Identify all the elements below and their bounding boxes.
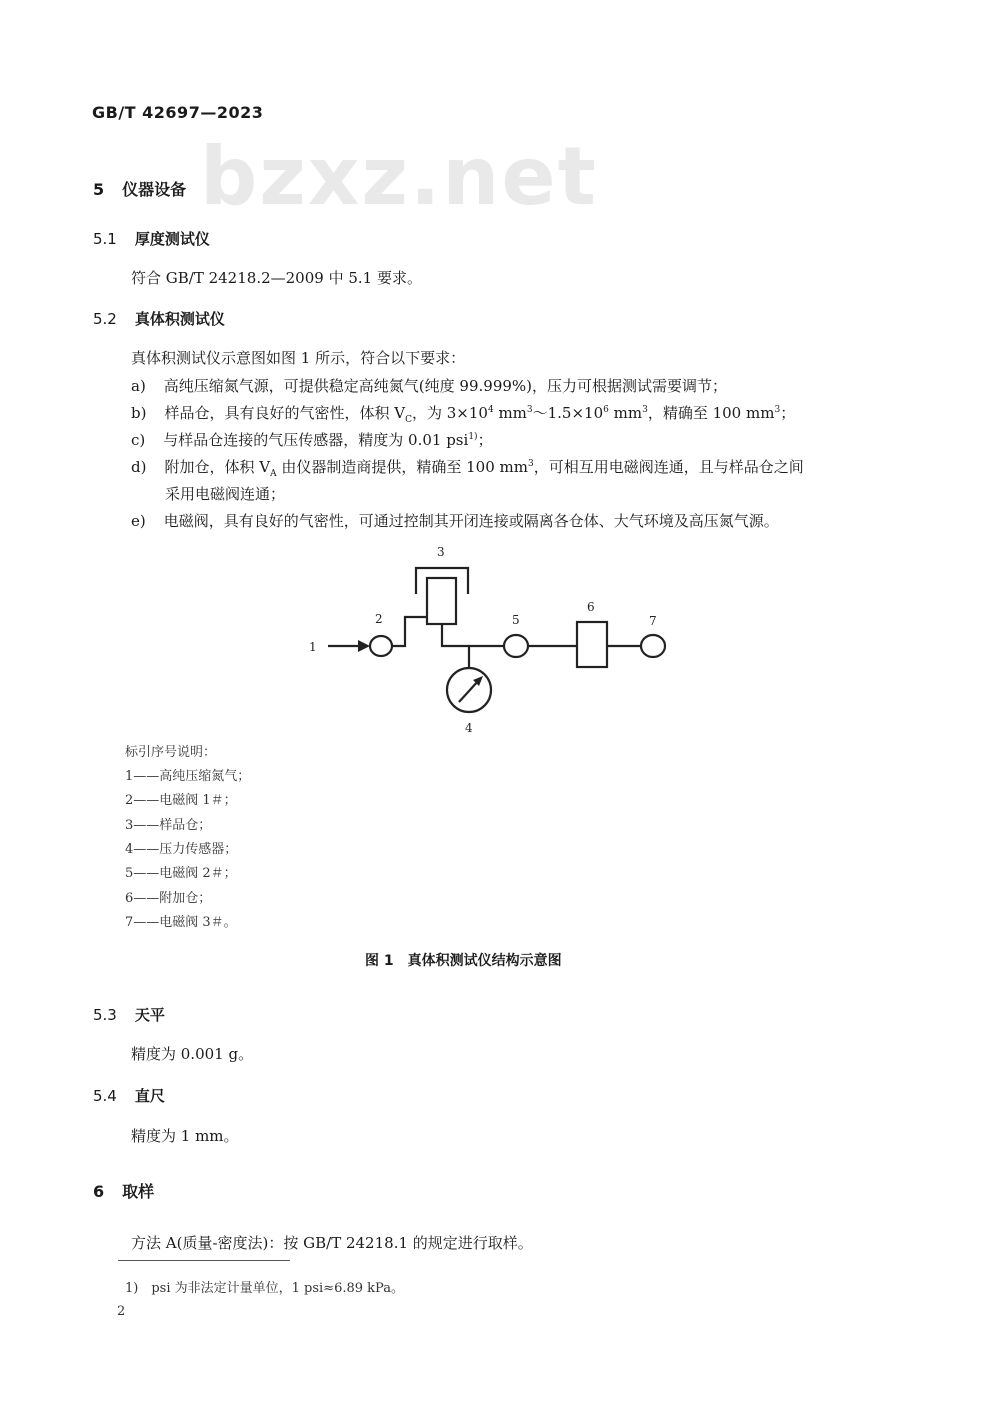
list-text: mm: [608, 404, 643, 422]
list-marker: c): [131, 431, 146, 449]
footnote-rule: [118, 1260, 290, 1261]
section-title: 天平: [134, 1006, 165, 1024]
list-item-b: [131, 402, 795, 425]
list-text: ～1.5×10: [532, 404, 604, 422]
section-6-body: 方法 A(质量-密度法)：按 GB/T 24218.1 的规定进行取样。: [131, 1234, 533, 1252]
valve-3-circle: [641, 635, 665, 657]
label-4: 4: [465, 721, 473, 735]
legend-item-1: 1——高纯压缩氮气；: [125, 769, 251, 784]
sample-cell: [427, 578, 456, 624]
label-7: 7: [649, 614, 657, 628]
list-marker: d): [131, 458, 147, 476]
list-marker: b): [131, 404, 147, 422]
section-title: 直尺: [134, 1087, 165, 1105]
legend-title: 标引序号说明：: [125, 745, 217, 760]
list-item-d-continued: 采用电磁阀连通；: [165, 485, 286, 503]
list-text: ；: [780, 404, 796, 422]
valve-2-circle: [504, 635, 528, 657]
list-item-e: [131, 510, 779, 531]
list-text: 与样品仓连接的气压传感器，精度为 0.01 psi: [163, 431, 469, 449]
list-text: 由仪器制造商提供，精确至 100 mm: [276, 458, 528, 476]
section-6-heading: [93, 1179, 154, 1202]
section-5-heading: [93, 177, 186, 200]
list-item-a: [131, 375, 727, 396]
list-item-d: [131, 456, 804, 479]
superscript: 4: [487, 405, 494, 415]
superscript: 3: [526, 405, 533, 415]
section-5-3-body: 精度为 0.001 g。: [131, 1045, 254, 1063]
legend-item-2: 2——电磁阀 1＃；: [125, 793, 237, 808]
section-5-4-heading: [93, 1085, 165, 1106]
legend-item-5: 5——电磁阀 2＃；: [125, 866, 237, 881]
list-text: 高纯压缩氮气源，可提供稳定高纯氮气(纯度 99.999%)，压力可根据测试需要调节；: [163, 377, 728, 395]
label-5: 5: [512, 613, 520, 627]
inlet-arrowhead: [358, 640, 370, 652]
list-text: ；: [477, 431, 493, 449]
label-2: 2: [375, 612, 383, 626]
pipe-to-sample-cell: [392, 617, 427, 646]
list-text: 附加仓，体积 V: [164, 458, 271, 476]
section-number: 5.1: [93, 230, 117, 248]
watermark: bzxz.net: [200, 130, 598, 223]
section-5-2-intro: 真体积测试仪示意图如图 1 所示，符合以下要求：: [131, 349, 466, 367]
superscript: 3: [774, 405, 781, 415]
section-5-2-heading: [93, 308, 225, 329]
valve-1-circle: [370, 636, 392, 656]
superscript: 6: [603, 405, 609, 415]
instrument-diagram: [300, 540, 700, 740]
subscript: A: [270, 469, 277, 479]
list-item-c: [131, 429, 493, 450]
figure-caption: 图 1 真体积测试仪结构示意图: [365, 953, 562, 969]
list-text: mm: [493, 404, 527, 422]
legend-item-4: 4——压力传感器；: [125, 842, 238, 857]
section-number: 5: [93, 180, 105, 199]
list-marker: e): [131, 512, 146, 530]
list-text: ，为 3×10: [411, 404, 488, 422]
additional-cell: [577, 622, 607, 667]
section-number: 5.3: [93, 1006, 117, 1024]
subscript: C: [405, 415, 412, 425]
section-title: 取样: [122, 1182, 155, 1201]
legend-item-7: 7——电磁阀 3＃。: [125, 915, 237, 930]
list-marker: a): [131, 377, 146, 395]
gauge-needle: [459, 680, 479, 702]
footnote-ref: 1): [468, 432, 478, 442]
section-title: 真体积测试仪: [134, 310, 225, 328]
list-text: 电磁阀，具有良好的气密性，可通过控制其开闭连接或隔离各仓体、大气环境及高压氮气源。: [163, 512, 779, 530]
section-number: 6: [93, 1182, 105, 1201]
section-title: 厚度测试仪: [134, 230, 210, 248]
section-5-1-body: 符合 GB/T 24218.2—2009 中 5.1 要求。: [131, 269, 422, 287]
legend-item-6: 6——附加仓；: [125, 891, 212, 906]
standard-number: GB/T 42697—2023: [92, 103, 264, 122]
footnote: 1) psi 为非法定计量单位，1 psi≈6.89 kPa。: [125, 1281, 404, 1296]
section-number: 5.2: [93, 310, 117, 328]
section-5-4-body: 精度为 1 mm。: [131, 1127, 239, 1145]
list-text: ，可相互用电磁阀连通，且与样品仓之间: [533, 458, 804, 476]
superscript: 3: [527, 459, 534, 469]
section-5-1-heading: [93, 228, 210, 249]
page-number: 2: [117, 1304, 126, 1319]
legend-item-3: 3——样品仓；: [125, 818, 212, 833]
section-5-3-heading: [93, 1004, 165, 1025]
label-1: 1: [309, 640, 317, 654]
sample-cell-lid: [416, 568, 468, 594]
superscript: 3: [642, 405, 648, 415]
list-text: ，精确至 100 mm: [647, 404, 775, 422]
section-title: 仪器设备: [122, 180, 187, 199]
list-text: 样品仓，具有良好的气密性，体积 V: [164, 404, 406, 422]
section-number: 5.4: [93, 1087, 117, 1105]
main-pipe: [442, 624, 504, 646]
label-3: 3: [437, 545, 445, 559]
label-6: 6: [587, 600, 595, 614]
